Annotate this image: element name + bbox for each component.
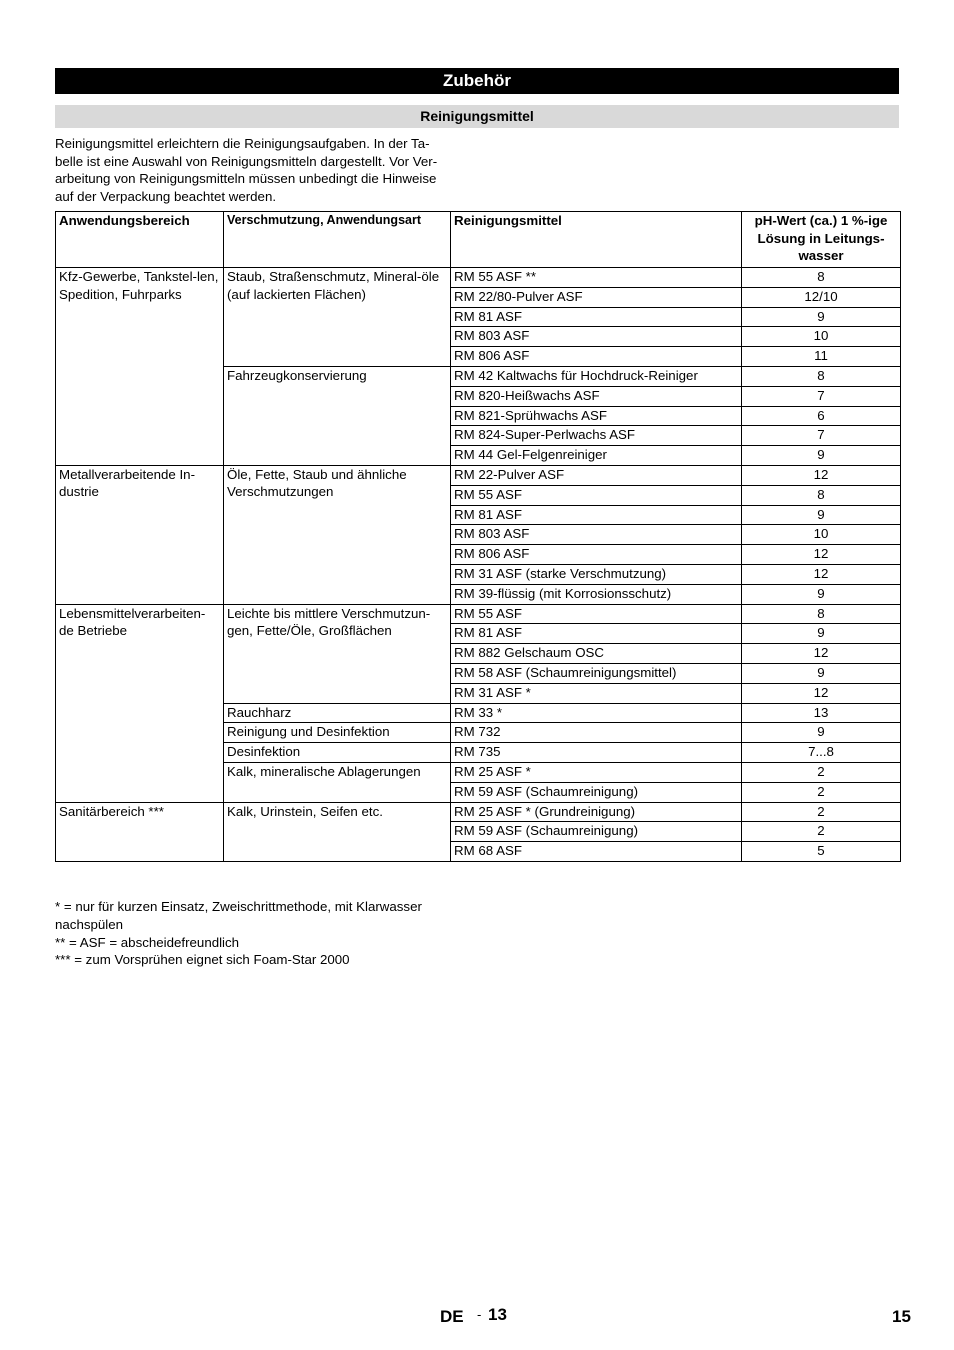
cleaning-agent-cell: RM 44 Gel-Felgenreiniger: [451, 446, 742, 466]
footer-language: DE: [440, 1307, 464, 1326]
ph-value-cell: 9: [742, 723, 901, 743]
ph-value-cell: 9: [742, 584, 901, 604]
cleaning-agent-cell: RM 803 ASF: [451, 327, 742, 347]
ph-value-cell: 6: [742, 406, 901, 426]
cleaning-agent-cell: RM 732: [451, 723, 742, 743]
ph-value-cell: 8: [742, 366, 901, 386]
ph-value-cell: 10: [742, 327, 901, 347]
cleaning-agent-cell: RM 58 ASF (Schaumreinigungsmittel): [451, 663, 742, 683]
intro-line: belle ist eine Auswahl von Reinigungsmitteln dargestellt. Vor Ver-: [55, 153, 438, 169]
ph-value-cell: 7...8: [742, 743, 901, 763]
footer-page-number: 15: [892, 1307, 911, 1326]
ph-value-cell: 7: [742, 426, 901, 446]
soiling-type-cell: Leichte bis mittlere Verschmutzun-gen, Fette/Öle, Großflächen: [224, 604, 451, 703]
footer-section-page: 13: [488, 1305, 507, 1324]
soiling-type-cell: Desinfektion: [224, 743, 451, 763]
page-title: Zubehör: [55, 68, 899, 94]
ph-value-cell: 8: [742, 604, 901, 624]
ph-value-cell: 8: [742, 268, 901, 288]
cleaning-agent-cell: RM 55 ASF: [451, 485, 742, 505]
ph-value-cell: 5: [742, 842, 901, 862]
soiling-type-cell: Staub, Straßenschmutz, Mineral-öle (auf lackierten Flächen): [224, 268, 451, 367]
cleaning-agent-cell: RM 55 ASF: [451, 604, 742, 624]
cleaning-agent-cell: RM 59 ASF (Schaumreinigung): [451, 822, 742, 842]
table-row: [56, 802, 901, 822]
ph-value-cell: 12: [742, 683, 901, 703]
cleaning-agent-cell: RM 55 ASF **: [451, 268, 742, 288]
cleaning-agent-cell: RM 31 ASF *: [451, 683, 742, 703]
cleaning-agent-cell: RM 22/80-Pulver ASF: [451, 287, 742, 307]
cleaning-agent-cell: RM 25 ASF *: [451, 762, 742, 782]
ph-value-cell: 9: [742, 307, 901, 327]
cleaning-agent-cell: RM 59 ASF (Schaumreinigung): [451, 782, 742, 802]
soiling-type-cell: Kalk, mineralische Ablagerungen: [224, 762, 451, 802]
intro-paragraph: [55, 135, 475, 205]
cleaning-agent-cell: RM 31 ASF (starke Verschmutzung): [451, 564, 742, 584]
ph-value-cell: 2: [742, 782, 901, 802]
ph-value-cell: 9: [742, 505, 901, 525]
header-soiling-type: Verschmutzung, Anwendungsart: [224, 212, 451, 268]
table-row: [56, 604, 901, 624]
cleaning-agent-cell: RM 81 ASF: [451, 505, 742, 525]
ph-value-cell: 12: [742, 545, 901, 565]
cleaning-agent-cell: RM 806 ASF: [451, 347, 742, 367]
cleaning-agent-cell: RM 820-Heißwachs ASF: [451, 386, 742, 406]
cleaning-agent-cell: RM 882 Gelschaum OSC: [451, 644, 742, 664]
application-area-cell: Kfz-Gewerbe, Tankstel-len, Spedition, Fuhrparks: [56, 268, 224, 466]
application-area-cell: Metallverarbeitende In-dustrie: [56, 465, 224, 604]
section-title: Reinigungsmittel: [55, 105, 899, 128]
cleaning-agents-table: [55, 211, 901, 862]
ph-value-cell: 8: [742, 485, 901, 505]
ph-value-cell: 12/10: [742, 287, 901, 307]
footnote-line: * = nur für kurzen Einsatz, Zweischrittmethode, mit Klarwasser: [55, 899, 422, 914]
ph-value-cell: 9: [742, 624, 901, 644]
cleaning-agent-cell: RM 81 ASF: [451, 624, 742, 644]
ph-value-cell: 2: [742, 822, 901, 842]
cleaning-agent-cell: RM 821-Sprühwachs ASF: [451, 406, 742, 426]
header-application-area: Anwendungsbereich: [56, 212, 224, 268]
cleaning-agent-cell: RM 33 *: [451, 703, 742, 723]
cleaning-agent-cell: RM 803 ASF: [451, 525, 742, 545]
footnote-line: *** = zum Vorsprühen eignet sich Foam-Star 2000: [55, 952, 350, 968]
ph-value-cell: 13: [742, 703, 901, 723]
ph-value-cell: 10: [742, 525, 901, 545]
ph-value-cell: 2: [742, 802, 901, 822]
soiling-type-cell: Fahrzeugkonservierung: [224, 366, 451, 465]
ph-value-cell: 7: [742, 386, 901, 406]
soiling-type-cell: Kalk, Urinstein, Seifen etc.: [224, 802, 451, 861]
intro-line: auf der Verpackung beachtet werden.: [55, 188, 277, 204]
header-ph-value: pH-Wert (ca.) 1 %-ige Lösung in Leitungs-wasser: [742, 212, 901, 268]
intro-line: Reinigungsmittel erleichtern die Reinigungsaufgaben. In der Ta-: [55, 136, 430, 151]
ph-value-cell: 9: [742, 446, 901, 466]
cleaning-agent-cell: RM 22-Pulver ASF: [451, 465, 742, 485]
soiling-type-cell: Reinigung und Desinfektion: [224, 723, 451, 743]
ph-value-cell: 12: [742, 465, 901, 485]
footnote-line: nachspülen: [55, 916, 124, 932]
ph-value-cell: 9: [742, 663, 901, 683]
intro-line: arbeitung von Reinigungsmitteln müssen unbedingt die Hinweise: [55, 171, 437, 187]
cleaning-agent-cell: RM 824-Super-Perlwachs ASF: [451, 426, 742, 446]
cleaning-agent-cell: RM 39-flüssig (mit Korrosionsschutz): [451, 584, 742, 604]
application-area-cell: Lebensmittelverarbeiten-de Betriebe: [56, 604, 224, 802]
table-row: [56, 268, 901, 288]
table-header-row: [56, 212, 901, 268]
cleaning-agent-cell: RM 806 ASF: [451, 545, 742, 565]
ph-value-cell: 2: [742, 762, 901, 782]
soiling-type-cell: Rauchharz: [224, 703, 451, 723]
footnote-line: ** = ASF = abscheidefreundlich: [55, 934, 240, 950]
application-area-cell: Sanitärbereich ***: [56, 802, 224, 861]
ph-value-cell: 11: [742, 347, 901, 367]
cleaning-agent-cell: RM 81 ASF: [451, 307, 742, 327]
cleaning-agent-cell: RM 25 ASF * (Grundreinigung): [451, 802, 742, 822]
header-cleaning-agent: Reinigungsmittel: [451, 212, 742, 268]
table-row: [56, 465, 901, 485]
table-body: [56, 268, 901, 862]
cleaning-agent-cell: RM 68 ASF: [451, 842, 742, 862]
cleaning-agent-cell: RM 735: [451, 743, 742, 763]
footer-dash: -: [477, 1307, 482, 1322]
footnotes: [55, 898, 475, 969]
ph-value-cell: 12: [742, 644, 901, 664]
ph-value-cell: 12: [742, 564, 901, 584]
soiling-type-cell: Öle, Fette, Staub und ähnliche Verschmutzungen: [224, 465, 451, 604]
cleaning-agent-cell: RM 42 Kaltwachs für Hochdruck-Reiniger: [451, 366, 742, 386]
